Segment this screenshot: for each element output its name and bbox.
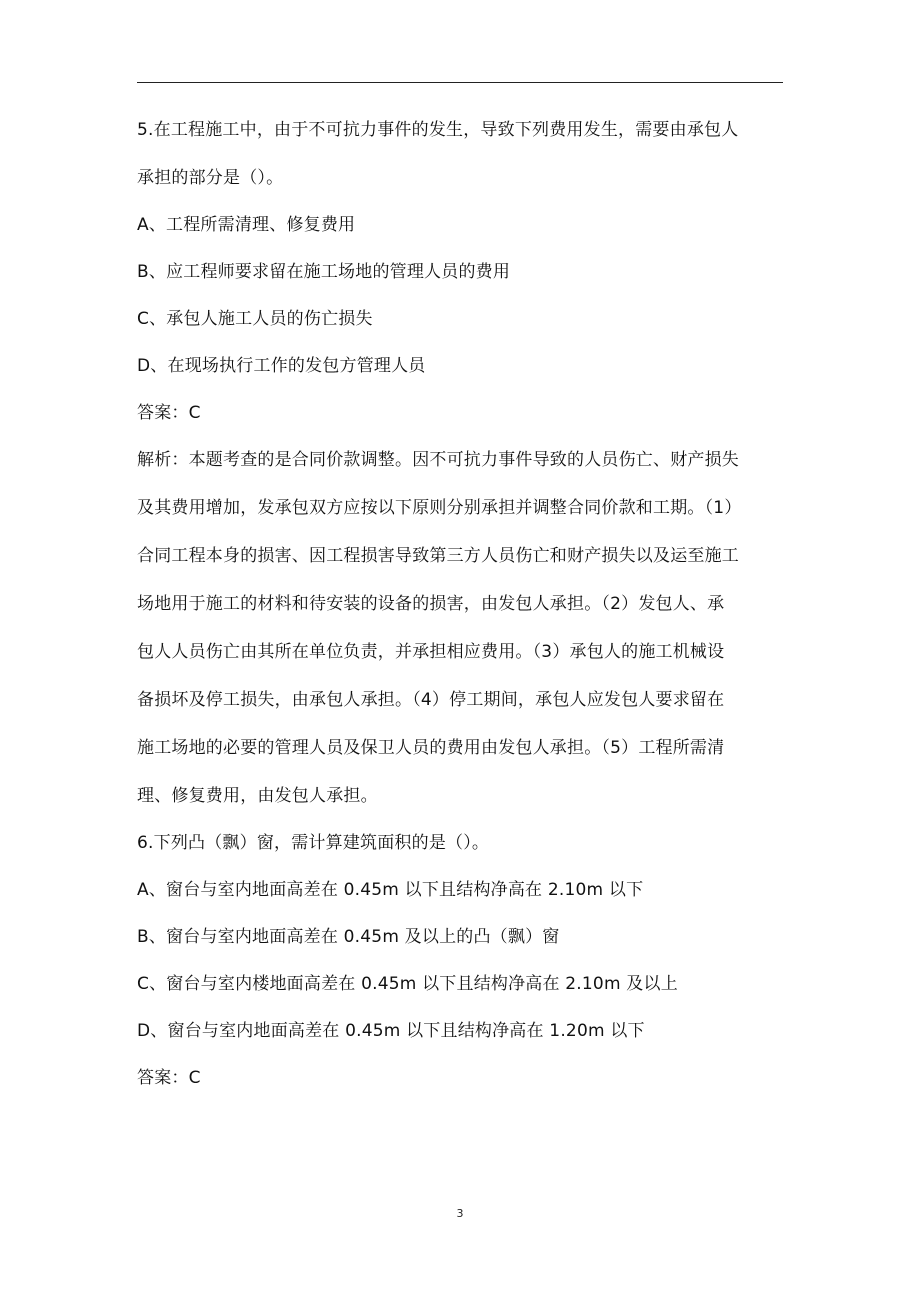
q5-analysis-line-5: 包人人员伤亡由其所在单位负责，并承担相应费用。（3）承包人的施工机械设	[137, 642, 725, 662]
q6-option-a: A、窗台与室内地面高差在 0.45m 以下且结构净高在 2.10m 以下	[137, 880, 644, 900]
q6-answer: 答案：C	[137, 1068, 201, 1088]
q6-option-d: D、窗台与室内地面高差在 0.45m 以下且结构净高在 1.20m 以下	[137, 1021, 645, 1041]
q5-analysis-line-6: 备损坏及停工损失，由承包人承担。（4）停工期间，承包人应发包人要求留在	[137, 690, 725, 710]
q5-analysis-line-3: 合同工程本身的损害、因工程损害导致第三方人员伤亡和财产损失以及运至施工	[137, 546, 739, 566]
q5-option-d: D、在现场执行工作的发包方管理人员	[137, 356, 426, 376]
q5-option-a: A、工程所需清理、修复费用	[137, 215, 356, 235]
q5-analysis-line-4: 场地用于施工的材料和待安装的设备的损害，由发包人承担。（2）发包人、承	[137, 594, 725, 614]
q5-option-b: B、应工程师要求留在施工场地的管理人员的费用	[137, 262, 511, 282]
q6-stem: 6.下列凸（飘）窗，需计算建筑面积的是（）。	[137, 833, 490, 853]
q5-analysis-line-8: 理、修复费用，由发包人承担。	[137, 786, 378, 806]
q5-analysis-line-2: 及其费用增加，发承包双方应按以下原则分别承担并调整合同价款和工期。（1）	[137, 498, 742, 518]
q5-answer: 答案：C	[137, 403, 201, 423]
q5-analysis-line-1: 解析：本题考查的是合同价款调整。因不可抗力事件导致的人员伤亡、财产损失	[137, 450, 739, 470]
q5-stem-line-2: 承担的部分是（）。	[137, 168, 284, 188]
header-rule	[137, 82, 783, 83]
page-number: 3	[456, 1207, 464, 1220]
q6-option-c: C、窗台与室内楼地面高差在 0.45m 以下且结构净高在 2.10m 及以上	[137, 974, 678, 994]
q5-option-c: C、承包人施工人员的伤亡损失	[137, 309, 373, 329]
q6-option-b: B、窗台与室内地面高差在 0.45m 及以上的凸（飘）窗	[137, 927, 560, 947]
page-content	[137, 118, 787, 1090]
q5-analysis-line-7: 施工场地的必要的管理人员及保卫人员的费用由发包人承担。（5）工程所需清	[137, 738, 725, 758]
q5-stem-line-1: 5.在工程施工中，由于不可抗力事件的发生，导致下列费用发生，需要由承包人	[137, 120, 739, 140]
